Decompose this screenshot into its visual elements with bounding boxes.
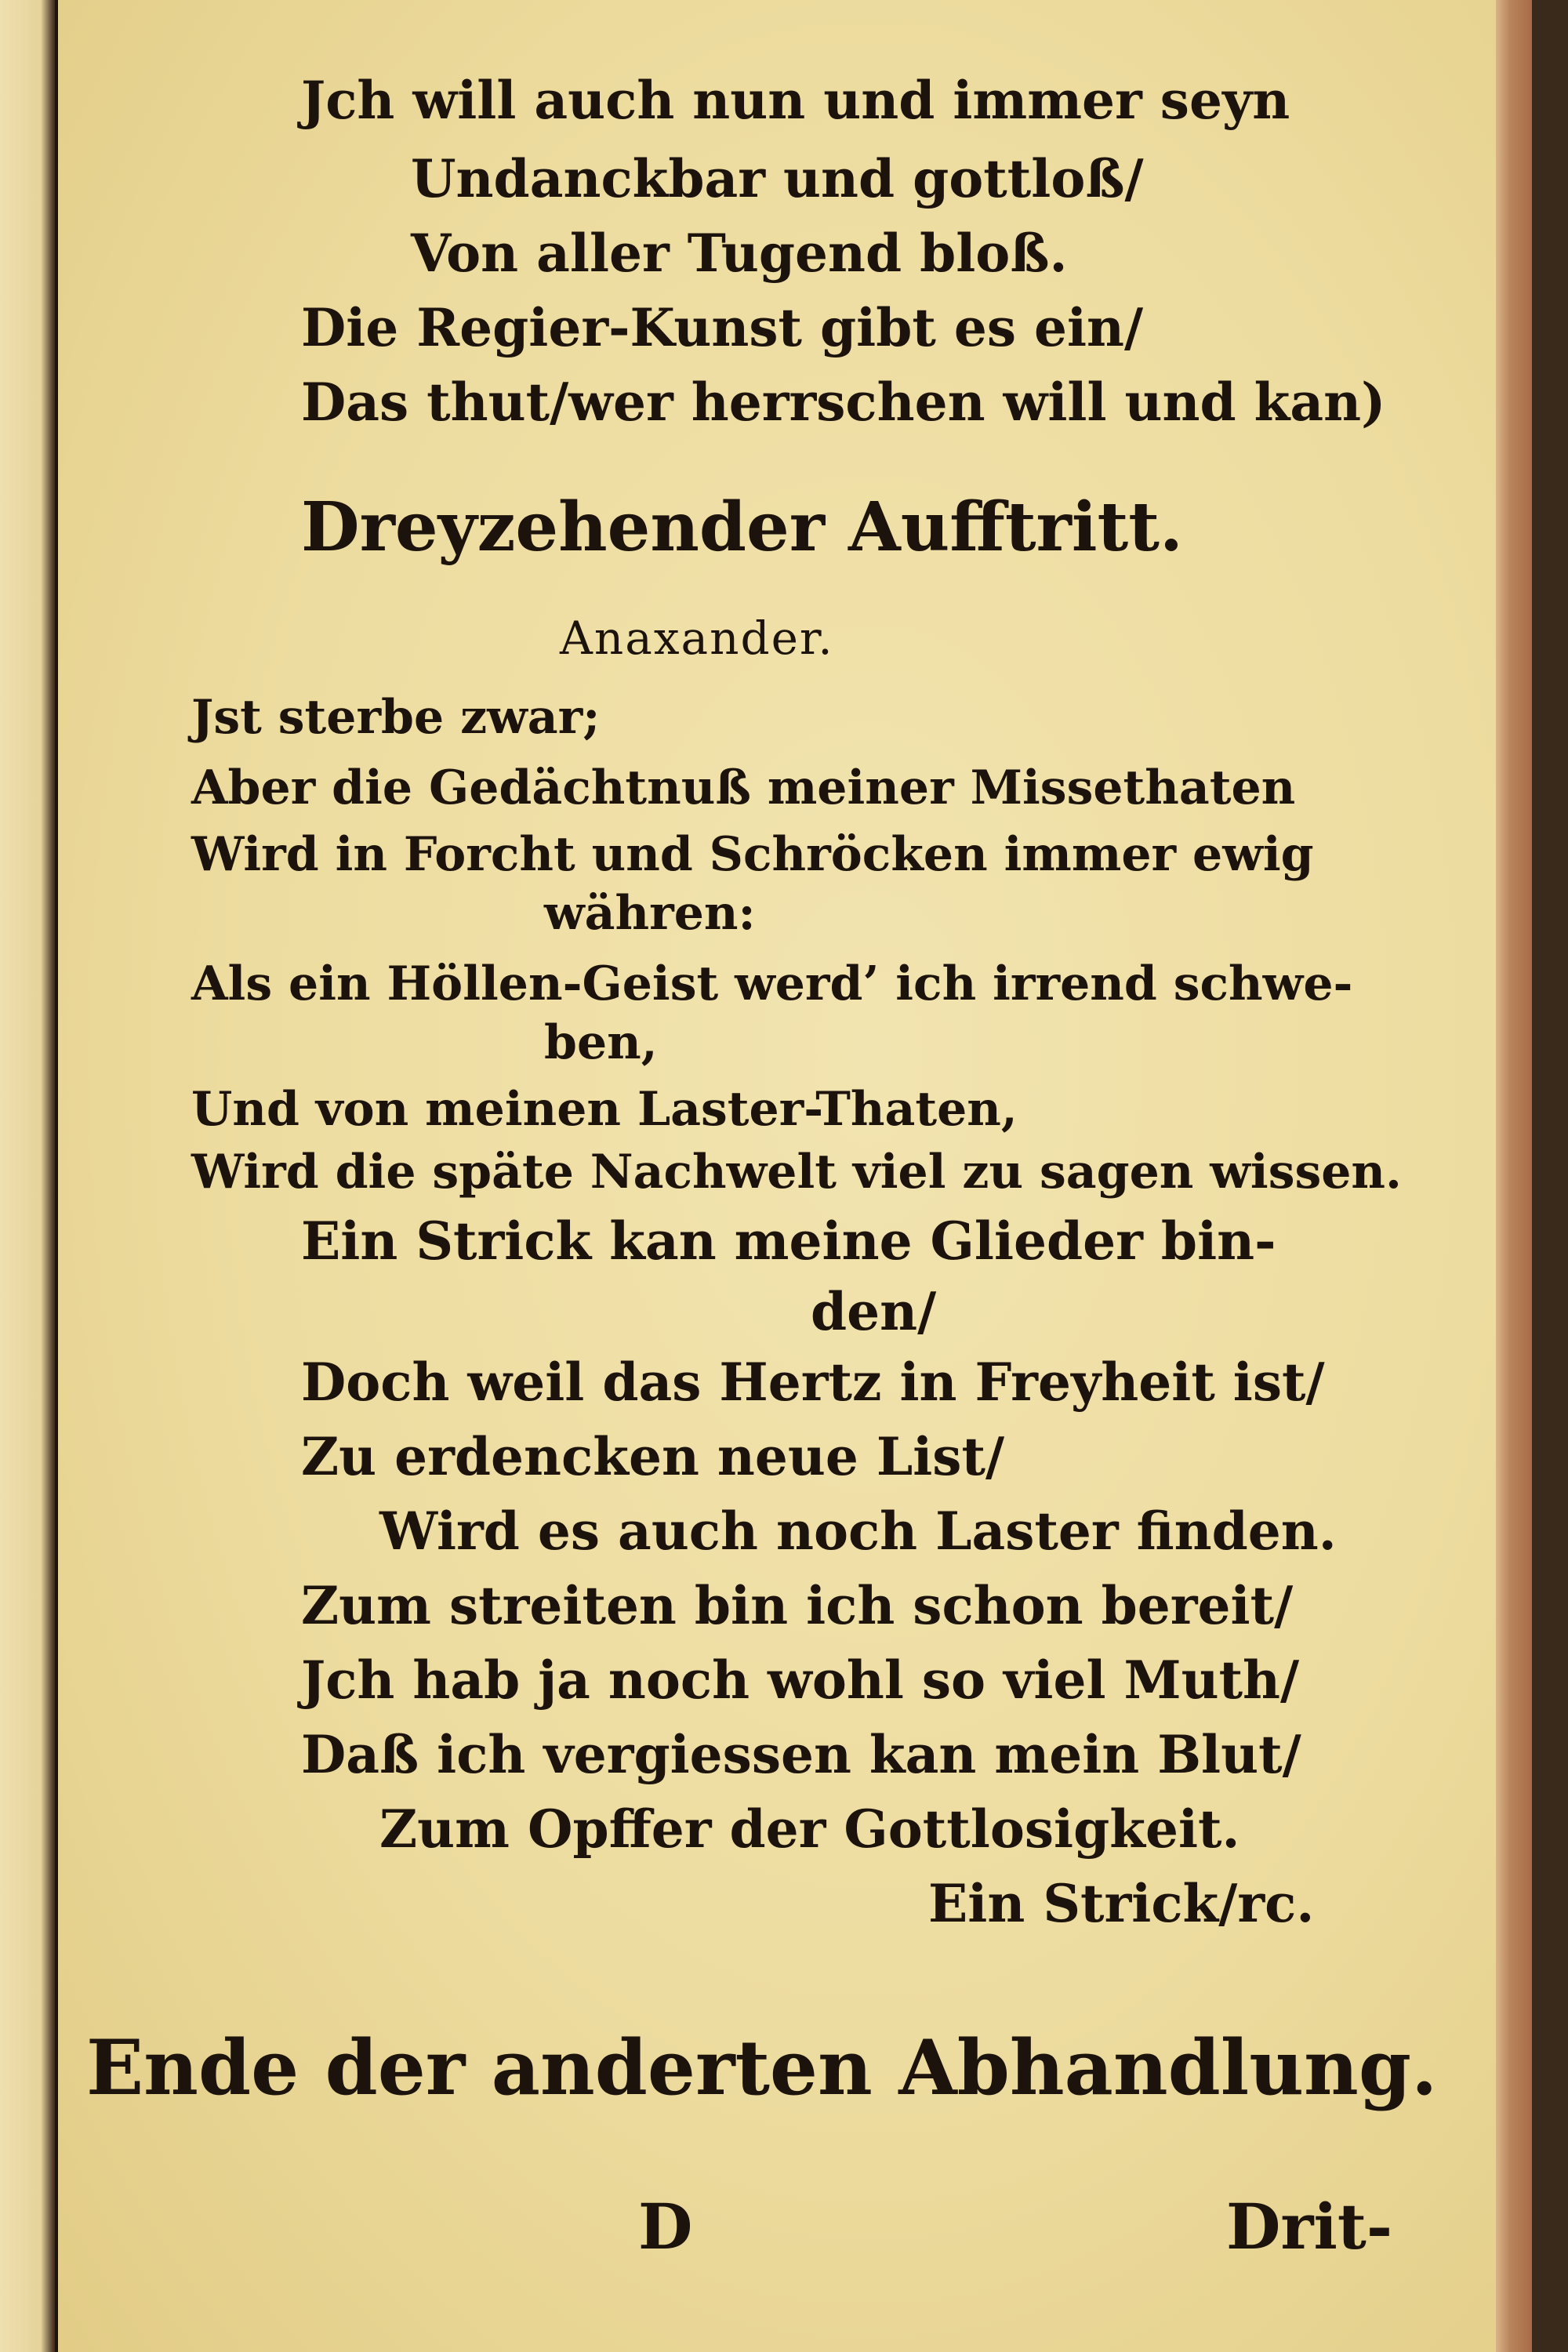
- aria-line: Daß ich vergiessen kan mein Blut/: [301, 1724, 1301, 1785]
- scene-heading: Dreyzehender Aufftritt.: [301, 488, 1183, 567]
- verse-line: Undanckbar und gottloß/: [411, 148, 1144, 209]
- speech-line: Wird in Forcht und Schröcken immer ewig: [191, 827, 1314, 882]
- speech-line: währen:: [544, 886, 756, 941]
- aria-line: Zum streiten bin ich schon bereit/: [301, 1575, 1294, 1636]
- aria-line: Ein Strick kan meine Glieder bin-: [301, 1210, 1276, 1272]
- act-end-heading: Ende der anderten Abhandlung.: [86, 2024, 1438, 2112]
- speech-line: Jst sterbe zwar;: [191, 690, 601, 745]
- page-edge: [1496, 0, 1532, 2352]
- aria-line: Jch hab ja noch wohl so viel Muth/: [301, 1650, 1300, 1711]
- verse-line: Das thut/wer herrschen will und kan): [301, 372, 1386, 433]
- speech-line: Wird die späte Nachwelt viel zu sagen wissen.: [191, 1145, 1402, 1200]
- aria-line: Ein Strick/rc.: [928, 1873, 1315, 1934]
- speech-line: Aber die Gedächtnuß meiner Missethaten: [191, 760, 1296, 815]
- verse-line: Von aller Tugend bloß.: [411, 223, 1068, 284]
- aria-line: Wird es auch noch Laster finden.: [379, 1501, 1337, 1562]
- speech-line: ben,: [544, 1015, 658, 1070]
- aria-line: Doch weil das Hertz in Freyheit ist/: [301, 1352, 1325, 1413]
- verse-line: Die Regier-Kunst gibt es ein/: [301, 297, 1144, 358]
- facing-page-gutter: [0, 0, 58, 2352]
- speech-line: Als ein Höllen-Geist werd’ ich irrend schwe-: [191, 956, 1353, 1011]
- verse-line: Jch will auch nun und immer seyn: [301, 70, 1290, 131]
- aria-line: den/: [811, 1281, 937, 1342]
- book-page: [58, 0, 1532, 2352]
- speaker-name: Anaxander.: [560, 612, 834, 665]
- speech-line: Und von meinen Laster-Thaten,: [191, 1082, 1018, 1137]
- aria-line: Zu erdencken neue List/: [301, 1426, 1005, 1487]
- signature-mark: D: [638, 2190, 693, 2263]
- aria-line: Zum Opffer der Gottlosigkeit.: [379, 1798, 1240, 1860]
- catchword: Drit-: [1226, 2190, 1393, 2263]
